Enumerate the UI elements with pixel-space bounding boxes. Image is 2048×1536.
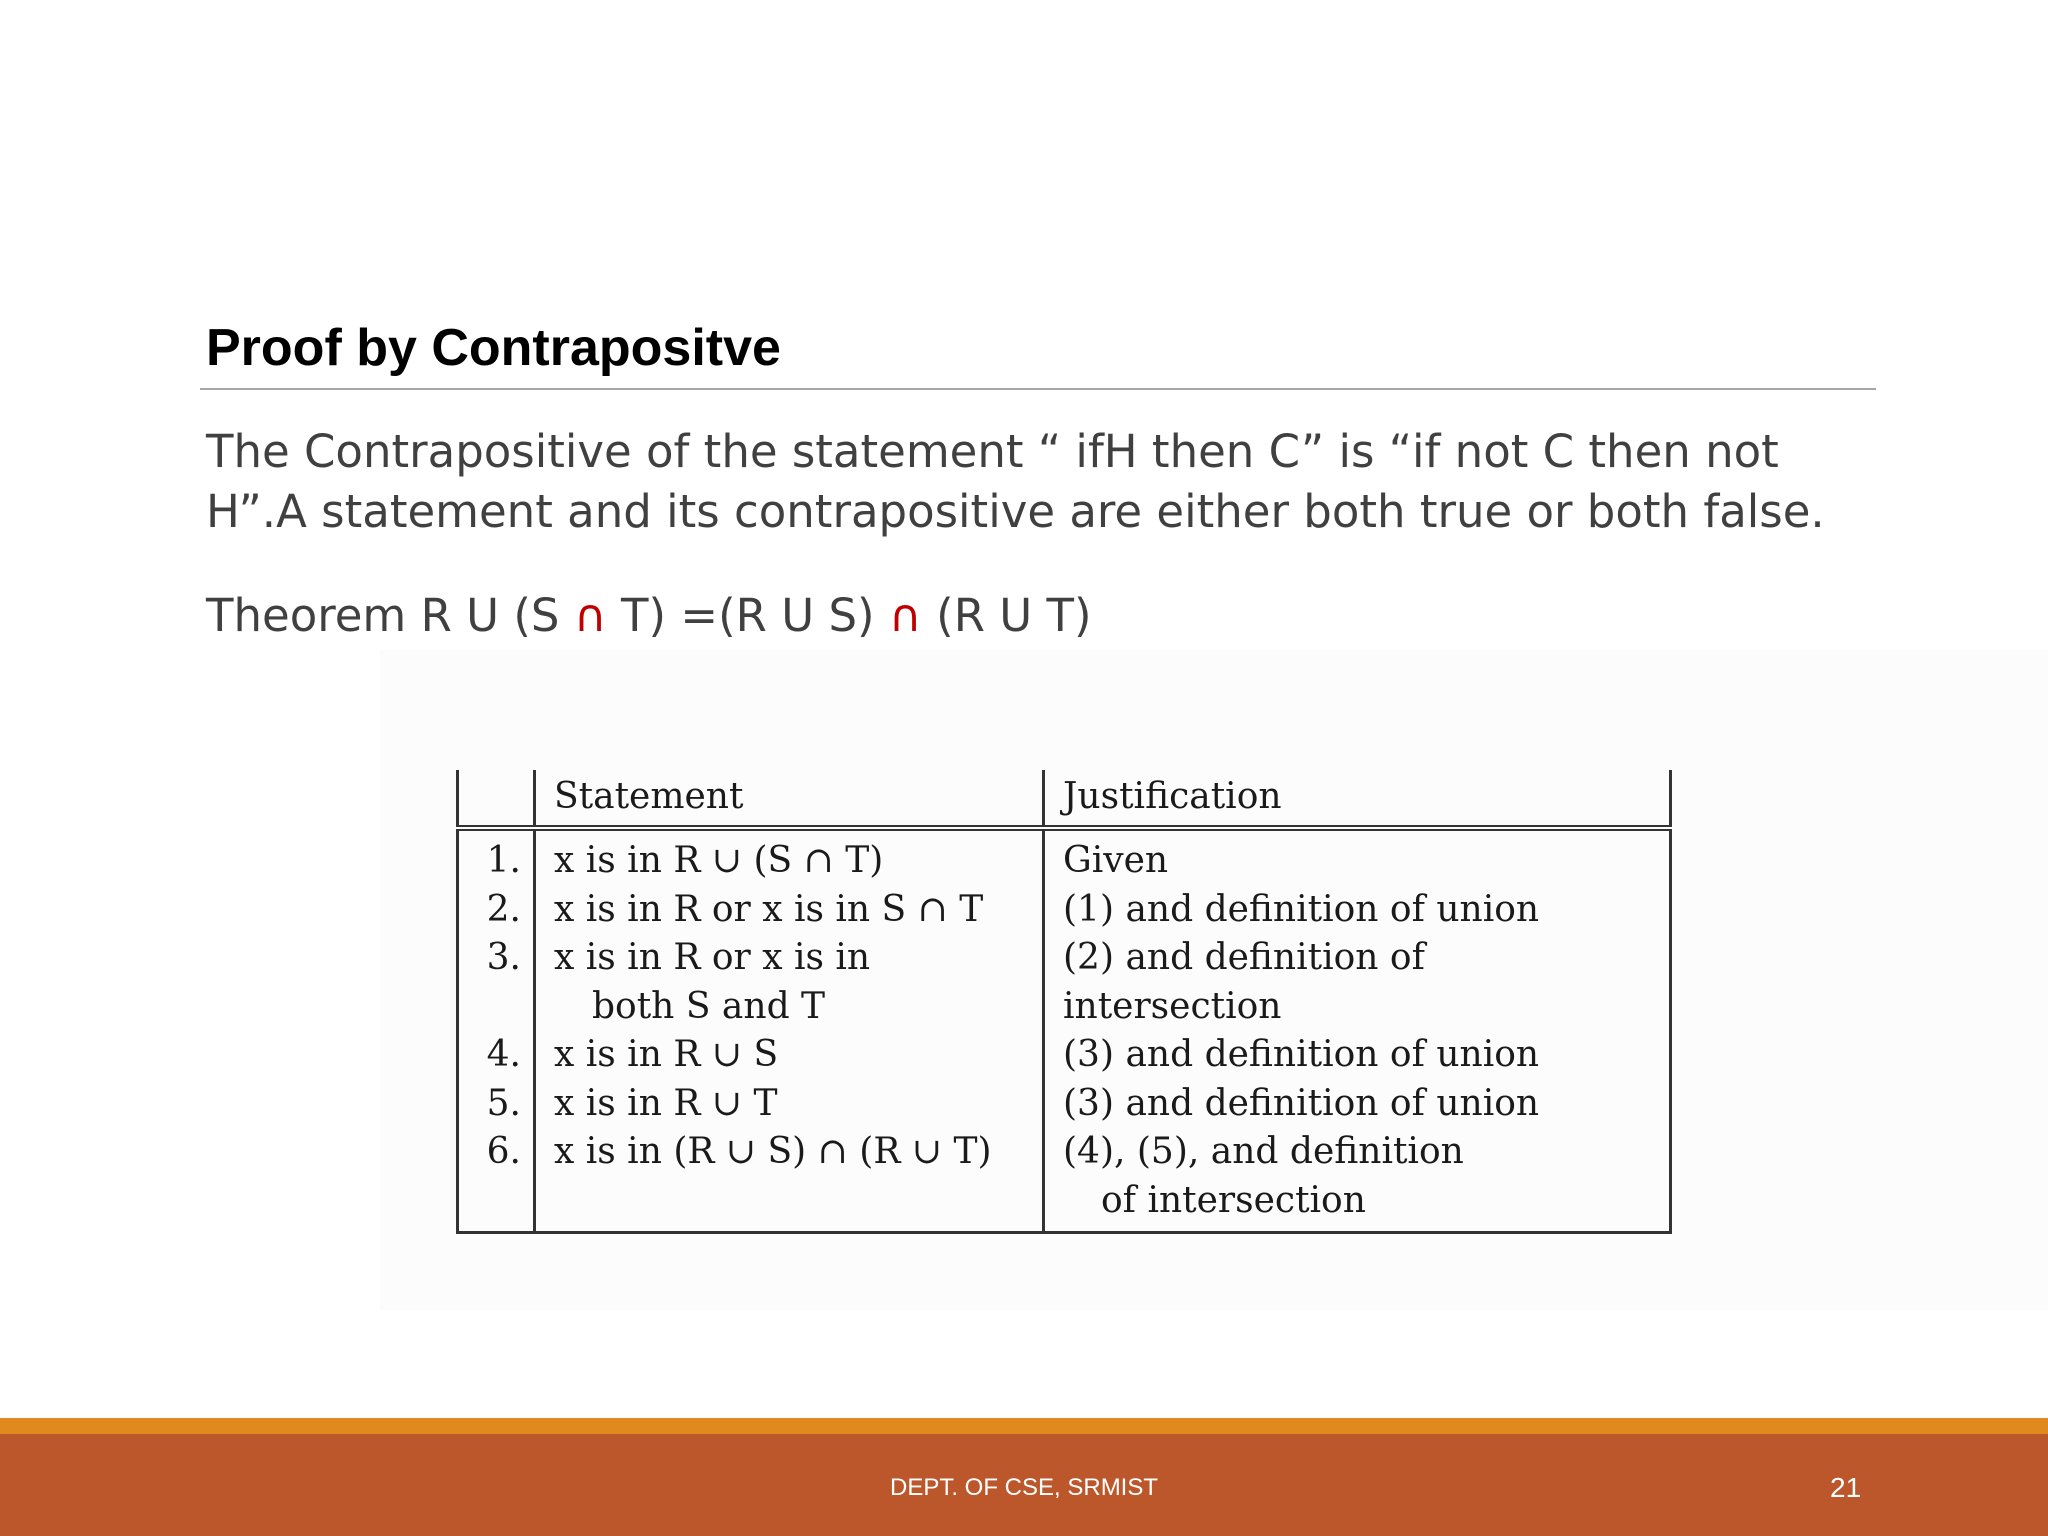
row-number: 4.: [458, 1031, 535, 1080]
contrapositive-paragraph: The Contrapositive of the statement “ ifH then C” is “if not C then not H”.A statement and its contrapositive are either both true or both false.: [206, 425, 1825, 538]
row-statement: [535, 828, 1044, 886]
row-justification: [1044, 828, 1671, 886]
statement-text: x is in R ∪ (S ∩ T): [554, 840, 884, 881]
row-number: 3.: [458, 934, 535, 1031]
justification-text: (1) and definition of union: [1063, 888, 1540, 930]
statement-text: x is in R or x is in S ∩ T: [554, 888, 984, 930]
justification-continuation: of intersection: [1101, 1179, 1366, 1221]
row-number: 1.: [458, 828, 535, 886]
justification-text: (2) and definition of intersection: [1063, 937, 1425, 1027]
table-row: [458, 1080, 1671, 1129]
row-justification: [1044, 1128, 1671, 1233]
statement-text: x is in R or x is in: [554, 937, 871, 978]
proof-table: [456, 770, 1672, 1234]
footer-department: DEPT. OF CSE, SRMIST: [889, 1474, 1159, 1501]
header-statement: Statement: [535, 770, 1044, 828]
header-number: [458, 770, 535, 828]
row-statement: [535, 886, 1044, 935]
theorem-part-1: Theorem R U (S: [206, 589, 574, 642]
page-number: 21: [1830, 1472, 1862, 1503]
row-statement: [535, 934, 1044, 1031]
statement-continuation: both S and T: [592, 985, 826, 1027]
statement-text: x is in (R ∪ S) ∩ (R ∪ T): [554, 1131, 992, 1172]
row-justification: [1044, 1031, 1671, 1080]
row-number: 2.: [458, 886, 535, 935]
intersection-symbol: ∩: [888, 589, 922, 642]
statement-text: x is in R ∪ T: [554, 1082, 778, 1124]
justification-text: (3) and definition of union: [1063, 1082, 1540, 1124]
theorem-part-3: (R U T): [921, 589, 1092, 642]
table-row: [458, 828, 1671, 886]
header-justification: Justification: [1044, 770, 1671, 828]
table-row: [458, 886, 1671, 935]
footer-accent-stripe: [0, 1418, 2048, 1434]
theorem-statement: [206, 586, 1886, 646]
row-statement: [535, 1031, 1044, 1080]
statement-text: x is in R ∪ S: [554, 1034, 779, 1075]
row-justification: [1044, 886, 1671, 935]
row-statement: [535, 1080, 1044, 1129]
table-row: [458, 1031, 1671, 1080]
row-number: 6.: [458, 1128, 535, 1233]
justification-text: Given: [1063, 840, 1169, 881]
intersection-symbol: ∩: [573, 589, 607, 642]
title-divider: [200, 388, 1876, 390]
justification-text: (4), (5), and definition: [1063, 1131, 1464, 1172]
table-row: [458, 1128, 1671, 1233]
proof-table-header-row: [458, 770, 1671, 828]
row-justification: [1044, 934, 1671, 1031]
row-justification: [1044, 1080, 1671, 1129]
slide-title: Proof by Contrapositve: [206, 319, 781, 377]
justification-text: (3) and definition of union: [1063, 1034, 1540, 1075]
row-statement: [535, 1128, 1044, 1233]
theorem-part-2: T) =(R U S): [606, 589, 889, 642]
row-number: 5.: [458, 1080, 535, 1129]
table-row: [458, 934, 1671, 1031]
